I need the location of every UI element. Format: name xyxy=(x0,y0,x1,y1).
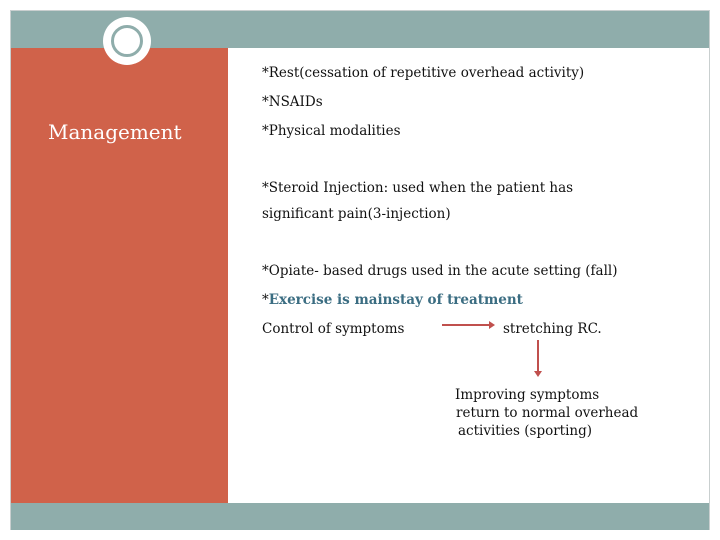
flow-end-line-1: Improving symptoms xyxy=(455,387,600,403)
flow-start: Control of symptoms xyxy=(262,321,405,337)
bullet-exercise xyxy=(262,292,523,308)
circle-ornament-icon xyxy=(103,17,151,65)
bullet-nsaids: *NSAIDs xyxy=(262,94,323,110)
bottom-band xyxy=(11,503,709,530)
bullet-exercise-prefix: * xyxy=(262,292,269,308)
bullet-rest: *Rest(cessation of repetitive overhead activity) xyxy=(262,65,585,81)
bullet-steroid-injection: *Steroid Injection: used when the patient has xyxy=(262,180,574,196)
left-title-panel xyxy=(11,48,228,503)
bullet-steroid-injection-cont: significant pain(3-injection) xyxy=(262,206,451,222)
flow-end-line-2: return to normal overhead xyxy=(456,405,639,421)
bullet-physical-modalities: *Physical modalities xyxy=(262,123,401,139)
arrow-down-icon xyxy=(537,340,539,372)
bullet-opiate-drugs: *Opiate- based drugs used in the acute setting (fall) xyxy=(262,263,618,279)
bullet-exercise-text: Exercise is mainstay of treatment xyxy=(268,292,523,308)
flow-middle: stretching RC. xyxy=(503,321,602,337)
arrow-right-icon xyxy=(442,324,490,326)
flow-end-line-3: activities (sporting) xyxy=(458,423,593,439)
slide-title: Management xyxy=(48,120,182,144)
